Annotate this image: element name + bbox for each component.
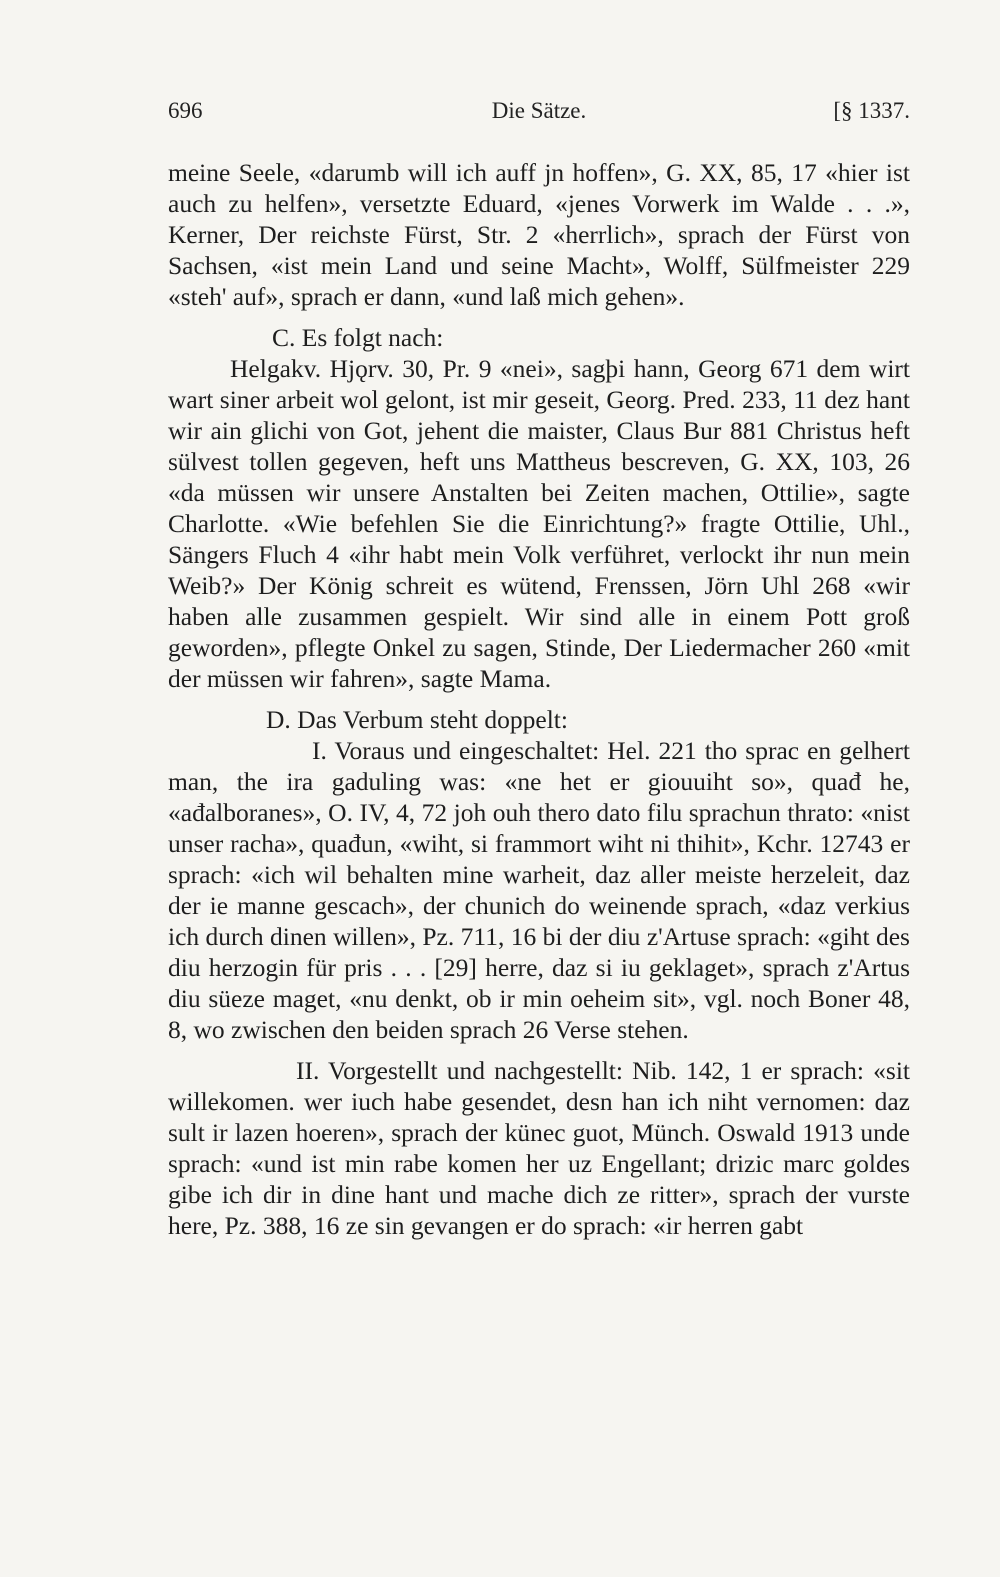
paragraph-continuation: meine Seele, «darumb will ich auff jn hoffen», G. XX, 85, 17 «hier ist auch zu helfen», versetzte Eduard, «jenes Vorwerk im Walde . . .», Kerner, Der reichste Fürst, Str. 2 «herrlich», sprach der Fürst von Sachsen, «ist mein Land und seine Macht», Wolff, Sülfmeister 229 «steh' auf», sprach er dann, «und laß mich gehen». [168, 158, 910, 311]
paragraph-d-i: I. Voraus und eingeschaltet: Hel. 221 tho sprac en gelhert man, the ira gaduling was: «ne het er giouuiht so», quađ he, «ađalboranes», O. IV, 4, 72 joh ouh thero dato filu sprachun thrato: «nist unser racha», quađun, «wiht, si frammort wiht ni thihit», Kchr. 12743 er sprach: «ich wil behalten mine warheit, daz aller meiste herzeleit, daz der ie manne gescach», der chunich do weinende sprach, «daz verkius ich durch dinen willen», Pz. 711, 16 bi der diu z'Artuse sprach: «giht des diu herzogin für pris . . . [29] herre, daz si iu geklaget», sprach z'Artus diu süeze maget, «nu denkt, ob ir min oeheim sit», vgl. noch Boner 48, 8, wo zwischen den beiden sprach 26 Verse stehen. [168, 736, 910, 1044]
page-number: 696 [168, 98, 203, 123]
body-text [168, 157, 910, 1241]
subheading-d: D. Das Verbum steht doppelt: [266, 705, 568, 734]
paragraph-c: Helgakv. Hjǫrv. 30, Pr. 9 «nei», sagþi hann, Georg 671 dem wirt wart siner arbeit wol gelont, ist mir geseit, Georg. Pred. 233, 11 dez hant wir ain glichi von Got, jehent die maister, Claus Bur 881 Christus heft sülvest tollen gegeven, heft uns Mattheus bescreven, G. XX, 103, 26 «da müssen wir unsere Anstalten bei Zeiten machen, Ottilie», sagte Charlotte. «Wie befehlen Sie die Einrichtung?» fragte Ottilie, Uhl., Sängers Fluch 4 «ihr habt mein Volk verführet, verlockt ihr nun mein Weib?» Der König schreit es wütend, Frenssen, Jörn Uhl 268 «wir haben alle zusammen gespielt. Wir sind alle in einem Pott groß geworden», pflegte Onkel zu sagen, Stinde, Der Liedermacher 260 «mit der müssen wir fahren», sagte Mama. [168, 354, 910, 693]
subheading-c: C. Es folgt nach: [272, 323, 444, 352]
section-number: [§ 1337. [833, 98, 910, 123]
running-title: Die Sätze. [491, 98, 587, 123]
paragraph-d-ii: II. Vorgestellt und nachgestellt: Nib. 142, 1 er sprach: «sit willekomen. wer iuch habe gesendet, desn han ich niht vernomen: daz sult ir lazen hoeren», sprach der künec guot, Münch. Oswald 1913 unde sprach: «und ist min rabe komen her uz Engellant; drizic marc goldes gibe ich dir in dine hant und mache dich ze ritter», sprach der vurste here, Pz. 388, 16 ze sin gevangen er do sprach: «ir herren gabt [168, 1056, 910, 1240]
page-header [168, 98, 910, 132]
